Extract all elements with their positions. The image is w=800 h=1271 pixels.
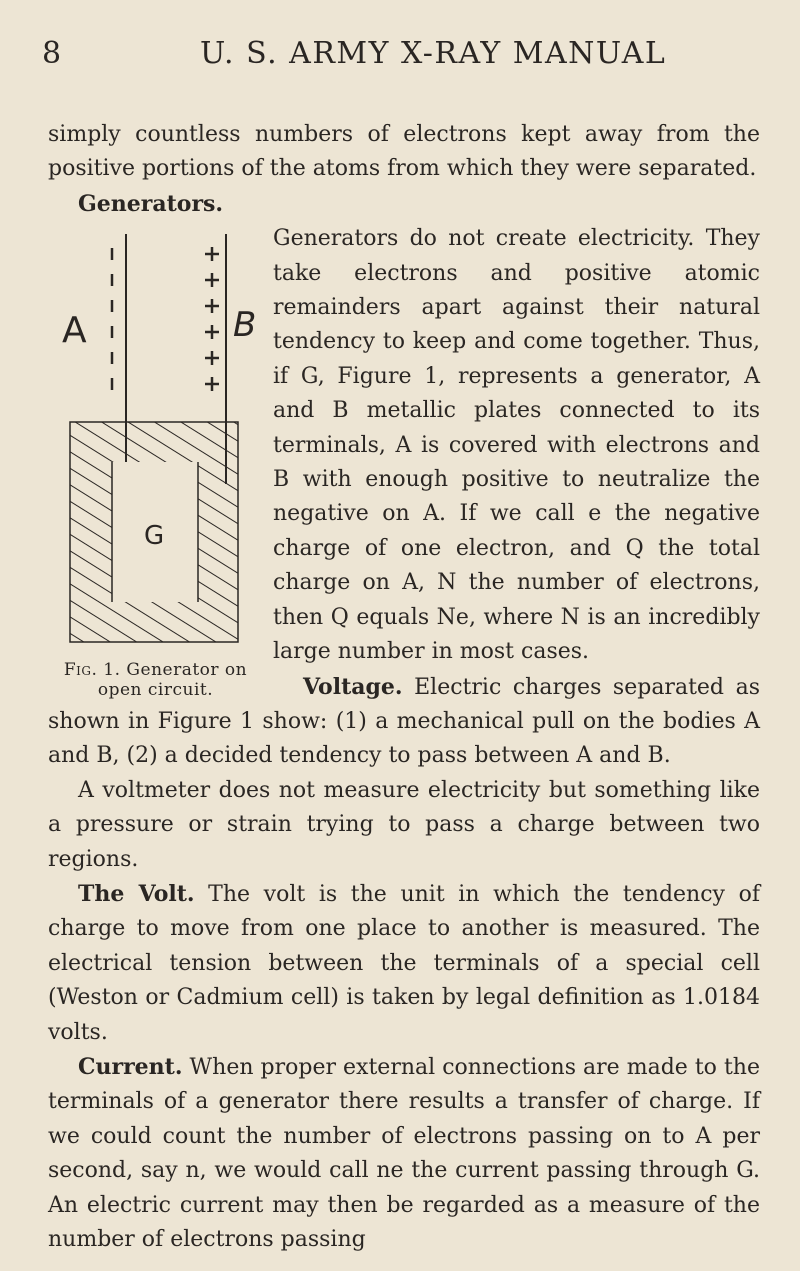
label-b: B — [233, 305, 257, 346]
section-heading: Current. — [78, 1053, 183, 1080]
label-a: A — [62, 310, 87, 352]
caption-text: Generator on open circuit. — [97, 660, 248, 701]
section-heading: Voltage. — [303, 673, 403, 700]
paragraph-generators-cont: Generators do not create electricity. They take electrons and positive atomic remainders apart against their natural tendency to keep and come together. Thus, if G, Figure 1, represents a generator, A and B metallic plates connected to its terminals, A is covered with electrons and B with enough positive to neutralize the negative on A. If we call e the negative charge of one electron, and Q the total charge on A, N the number of electrons, then Q equals Ne, where N is an incredibly large number in most cases. — [273, 226, 760, 665]
page-header — [0, 0, 800, 70]
paragraph-text: When proper external connections are made to the terminals of a generator there results a transfer of charge. If we could count the number of electrons passing on to A per second, say n, we would call ne the current passing through G. An electric current may then be regarded as a measure of the number of electrons passing — [48, 1054, 760, 1252]
paragraph-voltmeter: A voltmeter does not measure electricity but something like a pressure or strain trying to pass a charge between two regions. — [48, 777, 760, 872]
generator-diagram — [48, 224, 263, 654]
paragraph-text: The volt is the unit in which the tendency of charge to move from one place to another is measured. The electrical tension between the terminals of a special cell (Weston or Cadmium cell) is taken by legal definition as 1.0184 volts. — [48, 881, 760, 1045]
paragraph-volt — [48, 877, 760, 1050]
paragraph-current — [48, 1050, 760, 1257]
running-title: U. S. ARMY X-RAY MANUAL — [200, 36, 667, 71]
caption-label: Fig. 1. — [63, 660, 121, 681]
paragraph-text: Electric charges separated as shown in Figure 1 show: (1) a mechanical pull on the bodies A and B, (2) a decided tendency to pass between A and B. — [48, 674, 760, 769]
section-heading: Generators. — [78, 190, 224, 217]
paragraph-generators — [48, 187, 760, 222]
page-number: 8 — [42, 36, 63, 71]
figure-caption — [48, 660, 263, 700]
body-text — [48, 118, 760, 1257]
section-heading: The Volt. — [78, 880, 195, 907]
label-g: G — [144, 521, 165, 552]
paragraph: simply countless numbers of electrons kept away from the positive portions of the atoms from which they were separated. — [48, 122, 760, 182]
figure-1 — [48, 224, 263, 700]
